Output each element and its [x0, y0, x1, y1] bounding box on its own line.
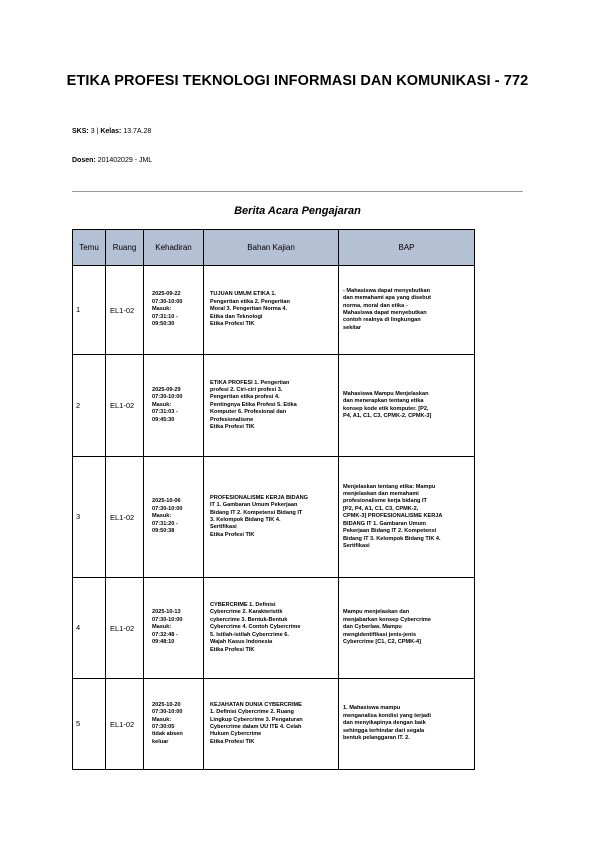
bahan-kajian-line: Bidang IT 2. Kompetensi Bidang IT — [210, 509, 303, 516]
cell-bap — [339, 266, 475, 355]
bahan-kajian-line: Lingkup Cybercrime 3. Pengaturan — [210, 716, 303, 723]
cell-temu: 5 — [73, 679, 106, 770]
kehadiran-line: 07:31:20 - — [152, 520, 178, 527]
bap-line: menjelaskan dan memahami — [343, 491, 419, 498]
bahan-kajian-line: Etika Profesi TIK — [210, 321, 255, 328]
bap-line: Cybercrime [C1, C2, CPMK-4] — [343, 639, 422, 646]
kelas-label: Kelas: — [100, 128, 122, 135]
kehadiran-line: 09:50:38 — [152, 528, 175, 535]
kelas-value: 13.7A.28 — [123, 128, 152, 135]
bahan-kajian-line: Pentingnya Etika Profesi 5. Etika — [210, 401, 297, 408]
bap-line: Pekerjaan Bidang IT 2. Kompetensi — [343, 528, 437, 535]
cell-kehadiran — [144, 457, 204, 578]
cell-kehadiran — [144, 266, 204, 355]
table-header-row — [73, 230, 475, 266]
sks-label: SKS: — [72, 128, 89, 135]
bap-line: norma, moral dan etika - — [343, 302, 408, 309]
cell-ruang: EL1-02 — [106, 679, 144, 770]
kehadiran-line: 07:32:48 - — [152, 631, 178, 638]
bap-line: menjabarkan konsep Cybercrime — [343, 616, 431, 623]
bahan-kajian-line: Cybercrime 2. Karakteristik — [210, 609, 283, 616]
bap-line: dan memahami apa yang disebut — [343, 295, 431, 302]
kehadiran-line: tidak absen — [152, 731, 183, 738]
kehadiran-line: 2025-10-06 — [152, 498, 181, 505]
bahan-kajian-line: KEJAHATAN DUNIA CYBERCRIME — [210, 701, 302, 708]
bap-line: bentuk pelanggaran IT. 2. — [343, 735, 410, 742]
cell-kehadiran — [144, 679, 204, 770]
bahan-kajian-line: Sertifikasi — [210, 524, 237, 531]
bap-line: BIDANG IT 1. Gambaran Umum — [343, 520, 426, 527]
bahan-kajian-line: TUJUAN UMUM ETIKA 1. — [210, 291, 276, 298]
cell-bap — [339, 355, 475, 457]
bahan-kajian-line: IT 1. Gambaran Umum Pekerjaan — [210, 502, 298, 509]
table-row — [73, 457, 475, 578]
bap-line: Menjelaskan tentang etika: Mampu — [343, 483, 436, 490]
bap-line: Mahasiswa Mampu Menjelaskan — [343, 390, 429, 397]
section-title: Berita Acara Pengajaran — [234, 205, 361, 217]
cell-temu: 2 — [73, 355, 106, 457]
kehadiran-line: 09:50:30 — [152, 321, 175, 328]
kehadiran-line: 09:45:30 — [152, 416, 175, 423]
bahan-kajian-line: Komputer 6. Profesional dan — [210, 409, 287, 416]
table-row — [73, 679, 475, 770]
kehadiran-line: 2025-09-29 — [152, 386, 181, 393]
sks-value: 3 — [90, 128, 95, 135]
bahan-kajian-line: 5. Istilah-istilah Cybercrime 6. — [210, 631, 289, 638]
cell-bap — [339, 457, 475, 578]
cell-bahan-kajian — [204, 679, 339, 770]
bahan-kajian-line: Etika Profesi TIK — [210, 738, 255, 745]
bap-line: dan Cyberlaw. Mampu — [343, 624, 402, 631]
bahan-kajian-line: 3. Kelompok Bidang TIK 4. — [210, 517, 281, 523]
bahan-kajian-line: profesi 2. Ciri-ciri profesi 3. — [210, 386, 283, 393]
bap-table — [72, 229, 475, 770]
cell-temu: 4 — [73, 578, 106, 679]
bap-line: 1. Mahasiswa mampu — [343, 705, 401, 712]
kehadiran-line: 2025-09-22 — [152, 291, 181, 298]
bap-line: - Mahasiswa dapat menyebutkan — [343, 287, 431, 294]
cell-ruang: EL1-02 — [106, 266, 144, 355]
bahan-kajian-line: ETIKA PROFESI 1. Pengertian — [210, 379, 290, 386]
bap-line: profesionalisme kerja bidang IT — [343, 498, 427, 505]
bap-line: dan menerapkan tentang etika — [343, 398, 424, 405]
cell-ruang: EL1-02 — [106, 578, 144, 679]
kehadiran-line: keluar — [152, 738, 169, 745]
cell-bahan-kajian — [204, 578, 339, 679]
cell-bap — [339, 679, 475, 770]
bahan-kajian-line: Wajah Kasus Indonesia — [210, 639, 273, 646]
kehadiran-line: Masuk: — [152, 624, 172, 631]
cell-temu: 3 — [73, 457, 106, 578]
kehadiran-line: 2025-10-13 — [152, 609, 181, 616]
bap-line: [P2, P4, A1, C1, C3, CPMK-2, — [343, 505, 419, 512]
bahan-kajian-line: cybercrime 3. Bentuk-Bentuk — [210, 616, 288, 623]
cell-bahan-kajian — [204, 355, 339, 457]
bap-line: mengidentifikasi jenis-jenis — [343, 631, 417, 638]
header-ruang: Ruang — [106, 230, 144, 266]
bahan-kajian-line: Etika Profesi TIK — [210, 531, 255, 538]
bahan-kajian-line: Hukum Cybercrime — [210, 731, 262, 738]
bahan-kajian-line: Etika dan Teknologi — [210, 313, 263, 320]
bahan-kajian-line: Cybercrime dalam UU ITE 4. Celah — [210, 724, 302, 730]
cell-bahan-kajian — [204, 457, 339, 578]
kehadiran-line: 09:48:10 — [152, 639, 175, 646]
kehadiran-line: 2025-10-20 — [152, 701, 181, 708]
bap-line: menganalisa kondisi yang terjadi — [343, 712, 431, 719]
cell-kehadiran — [144, 355, 204, 457]
dosen-line — [72, 157, 152, 164]
table-body — [73, 266, 475, 770]
meta-separator: | — [96, 128, 99, 135]
kehadiran-line: 07:31:10 - — [152, 313, 178, 320]
header-bap: BAP — [339, 230, 475, 266]
kehadiran-line: 07:30-10:00 — [152, 298, 183, 305]
table-row — [73, 355, 475, 457]
table-row — [73, 266, 475, 355]
bahan-kajian-line: Profesionalisme — [210, 416, 254, 423]
kehadiran-line: 07:31:03 - — [152, 409, 178, 416]
bap-line: sekitar — [343, 324, 362, 331]
bahan-kajian-line: Pengertian etika profesi 4. — [210, 394, 280, 401]
dosen-value: 201402029 - JML — [97, 157, 153, 164]
kehadiran-line: Masuk: — [152, 306, 172, 313]
bahan-kajian-line: CYBERCRIME 1. Definisi — [210, 602, 276, 609]
bahan-kajian-line: Moral 3. Pengertian Norma 4. — [210, 306, 288, 313]
bahan-kajian-line: 1. Definisi Cybercrime 2. Ruang — [210, 709, 294, 716]
bahan-kajian-line: Etika Profesi TIK — [210, 424, 255, 431]
bahan-kajian-line: Etika Profesi TIK — [210, 646, 255, 653]
bap-line: Mampu menjelaskan dan — [343, 609, 410, 616]
bap-line: Bidang IT 3. Kelompok Bidang TIK 4. — [343, 535, 441, 542]
kehadiran-line: Masuk: — [152, 401, 172, 408]
dosen-label: Dosen: — [72, 157, 96, 164]
cell-temu: 1 — [73, 266, 106, 355]
kehadiran-line: 07:30-10:00 — [152, 505, 183, 512]
cell-bap — [339, 578, 475, 679]
bahan-kajian-line: PROFESIONALISME KERJA BIDANG — [210, 494, 309, 501]
cell-kehadiran — [144, 578, 204, 679]
header-kehadiran: Kehadiran — [144, 230, 204, 266]
bahan-kajian-line: Cybercrime 4. Contoh Cybercrime — [210, 624, 301, 631]
kehadiran-line: 07:30:05 — [152, 724, 175, 730]
kehadiran-line: 07:30-10:00 — [152, 616, 183, 623]
bap-line: contoh realnya di lingkungan — [343, 317, 421, 324]
bahan-kajian-line: Pengertian etika 2. Pengertian — [210, 298, 290, 305]
table-row — [73, 578, 475, 679]
course-title: ETIKA PROFESI TEKNOLOGI INFORMASI DAN KOMUNIKASI - 772 — [66, 73, 529, 89]
kehadiran-line: 07:30-10:00 — [152, 709, 183, 716]
header-bahan-kajian: Bahan Kajian — [204, 230, 339, 266]
cell-ruang: EL1-02 — [106, 355, 144, 457]
bap-line: Sertifikasi — [343, 542, 370, 549]
course-meta — [72, 128, 151, 135]
bap-line: konsep kode etik komputer. [P2, — [343, 405, 429, 412]
bap-line: CPMK-3] PROFESIONALISME KERJA — [343, 513, 443, 520]
bap-line: sehingga terhindar dari segala — [343, 727, 425, 734]
kehadiran-line: Masuk: — [152, 513, 172, 520]
bap-line: dan menyikapinya dengan baik — [343, 720, 426, 727]
divider — [72, 191, 523, 192]
cell-bahan-kajian — [204, 266, 339, 355]
kehadiran-line: 07:30-10:00 — [152, 394, 183, 401]
bap-line: P4, A1, C1, C3, CPMK-2, CPMK-3] — [343, 412, 432, 419]
kehadiran-line: Masuk: — [152, 716, 172, 723]
header-temu: Temu — [73, 230, 106, 266]
cell-ruang: EL1-02 — [106, 457, 144, 578]
bap-line: Mahasiswa dapat menyebutkan — [343, 310, 427, 316]
